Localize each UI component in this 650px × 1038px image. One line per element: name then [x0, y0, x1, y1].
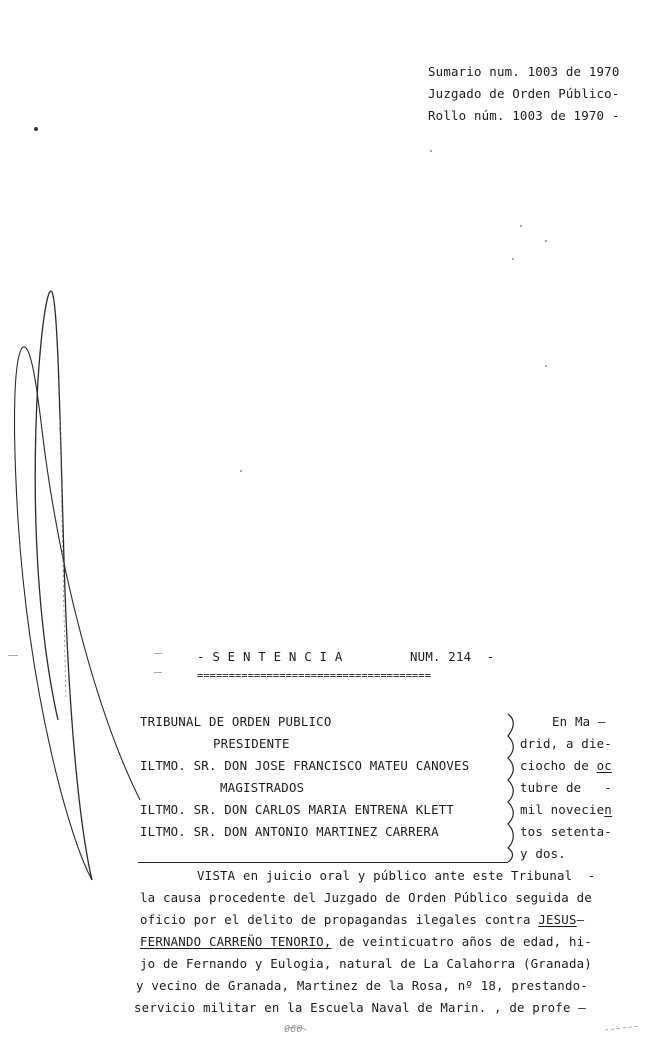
body-line-2: la causa procedente del Juzgado de Orden Público seguida de — [140, 890, 592, 905]
date-line-3 — [520, 758, 612, 774]
date-line-1: En Ma — — [552, 714, 606, 729]
magistrados-heading: MAGISTRADOS — [220, 780, 305, 795]
date-line-5-underlined: n — [604, 802, 612, 817]
body-line-3 — [140, 912, 584, 928]
date-line-3-text: ciocho de — [520, 758, 597, 773]
title-double-rule: ===================================== — [197, 670, 431, 682]
tribunal-name: TRIBUNAL DE ORDEN PUBLICO — [140, 714, 332, 729]
date-line-6: tos setenta- — [520, 824, 612, 839]
body-line-1: VISTA en juicio oral y público ante este Tribunal - — [197, 868, 596, 883]
date-line-3-underlined: oc — [596, 758, 612, 773]
tribunal-underline — [138, 862, 508, 863]
sentencia-title: - S E N T E N C I A — [197, 649, 343, 664]
date-line-5 — [520, 802, 612, 818]
body-line-5: jo de Fernando y Eulogia, natural de La Calahorra (Granada) — [140, 956, 592, 971]
date-line-5-text: mil novecie — [520, 802, 605, 817]
body-line-4-text: de veinticuatro años de edad, hi- — [331, 934, 592, 949]
header-sumario: Sumario num. 1003 de 1970 — [428, 64, 620, 79]
body-line-3-text: oficio por el delito de propagandas ilegales contra — [140, 912, 539, 927]
footer-mark: 060 — [284, 1024, 303, 1035]
body-line-7: servicio militar en la Escuela Naval de Marin. , de profe — — [134, 1000, 586, 1015]
body-line-4 — [140, 934, 592, 950]
date-line-7: y dos. — [520, 846, 566, 861]
date-line-4: tubre de - — [520, 780, 612, 795]
defendant-surname: FERNANDO CARREÑO TENORIO, — [140, 934, 332, 949]
sentencia-number: NUM. 214 - — [410, 649, 495, 664]
header-rollo: Rollo núm. 1003 de 1970 - — [428, 108, 620, 123]
body-line-6: y vecino de Granada, Martinez de la Rosa, nº 18, prestando- — [136, 978, 588, 993]
date-line-2: drid, a die- — [520, 736, 612, 751]
presidente-name: ILTMO. SR. DON JOSE FRANCISCO MATEU CANOVES — [140, 758, 470, 773]
body-line-3-dash: — — [576, 912, 585, 927]
magistrado-2: ILTMO. SR. DON ANTONIO MARTINEZ CARRERA — [140, 824, 439, 839]
presidente-heading: PRESIDENTE — [213, 736, 290, 751]
magistrado-1: ILTMO. SR. DON CARLOS MARIA ENTRENA KLETT — [140, 802, 455, 817]
header-juzgado: Juzgado de Orden Público- — [428, 86, 620, 101]
defendant-first-name: JESUS — [538, 912, 577, 927]
